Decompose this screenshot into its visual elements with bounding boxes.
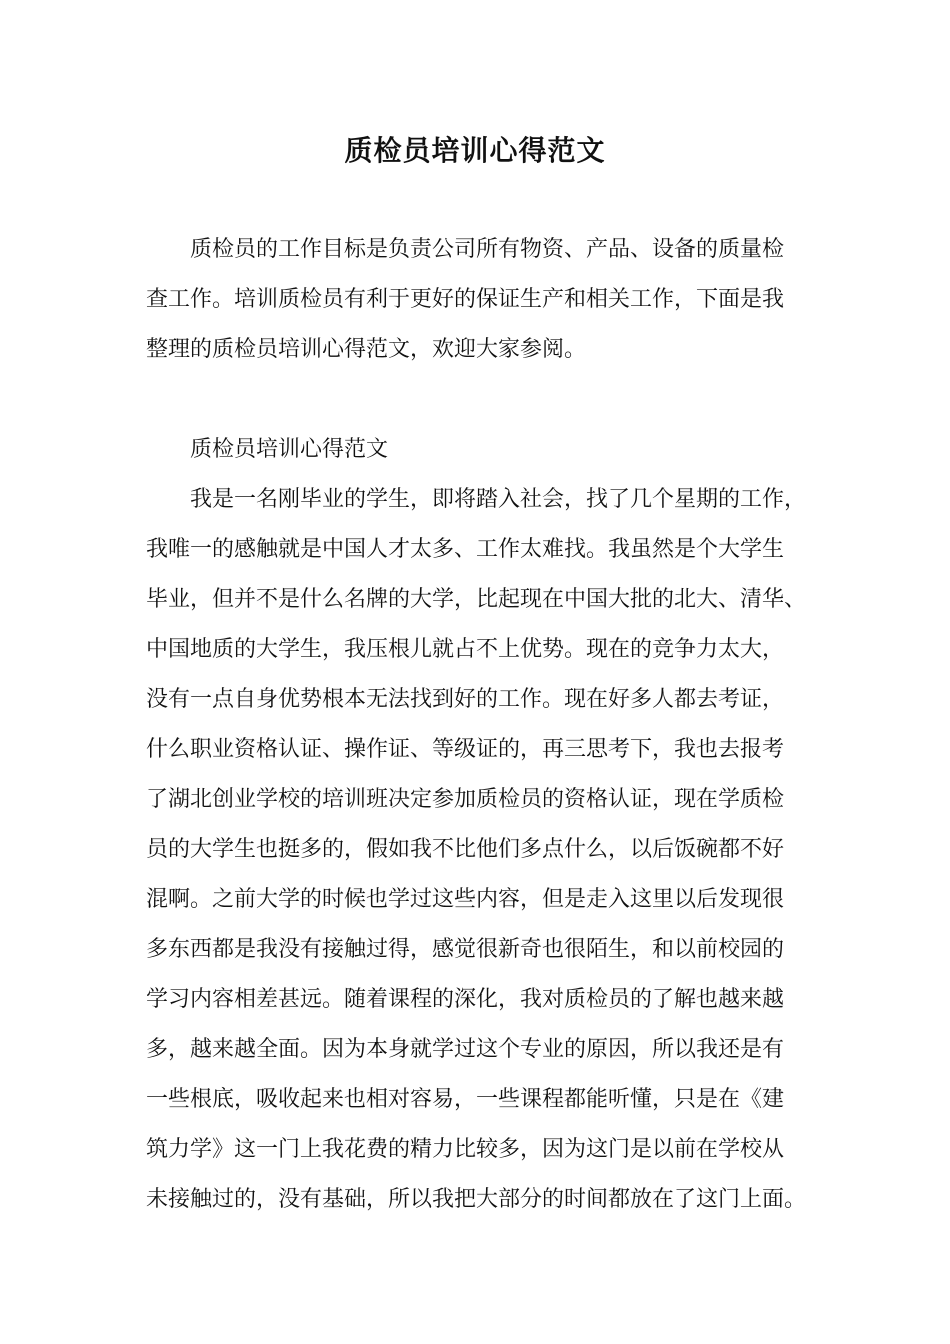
body-line: 我唯一的感触就是中国人才太多、工作太难找。我虽然是个大学生 (146, 537, 785, 562)
intro-line: 质检员的工作目标是负责公司所有物资、产品、设备的质量检 (190, 237, 785, 262)
body-line: 学习内容相差甚远。随着课程的深化，我对质检员的了解也越来越 (146, 987, 785, 1012)
body-line: 我是一名刚毕业的学生，即将踏入社会，找了几个星期的工作， (190, 487, 807, 512)
body-line: 了湖北创业学校的培训班决定参加质检员的资格认证，现在学质检 (146, 787, 785, 812)
document-title: 质检员培训心得范文 (344, 134, 606, 167)
body-line: 未接触过的，没有基础，所以我把大部分的时间都放在了这门上面。 (146, 1187, 807, 1212)
body-line: 多东西都是我没有接触过得，感觉很新奇也很陌生，和以前校园的 (146, 937, 785, 962)
body-line: 混啊。之前大学的时候也学过这些内容，但是走入这里以后发现很 (146, 887, 785, 912)
intro-line: 整理的质检员培训心得范文，欢迎大家参阅。 (146, 337, 587, 362)
body-line: 什么职业资格认证、操作证、等级证的，再三思考下，我也去报考 (146, 737, 785, 762)
body-line: 中国地质的大学生，我压根儿就占不上优势。现在的竞争力太大， (146, 637, 785, 662)
body-line: 筑力学》这一门上我花费的精力比较多，因为这门是以前在学校从 (146, 1137, 785, 1162)
body-line: 没有一点自身优势根本无法找到好的工作。现在好多人都去考证， (146, 687, 785, 712)
body-line: 一些根底，吸收起来也相对容易，一些课程都能听懂，只是在《建 (146, 1087, 785, 1112)
intro-line: 查工作。培训质检员有利于更好的保证生产和相关工作，下面是我 (146, 287, 785, 312)
body-line: 员的大学生也挺多的，假如我不比他们多点什么，以后饭碗都不好 (146, 837, 785, 862)
body-line: 毕业，但并不是什么名牌的大学，比起现在中国大批的北大、清华、 (146, 587, 807, 612)
body-line: 多，越来越全面。因为本身就学过这个专业的原因，所以我还是有 (146, 1037, 785, 1062)
section-subtitle: 质检员培训心得范文 (190, 437, 389, 462)
